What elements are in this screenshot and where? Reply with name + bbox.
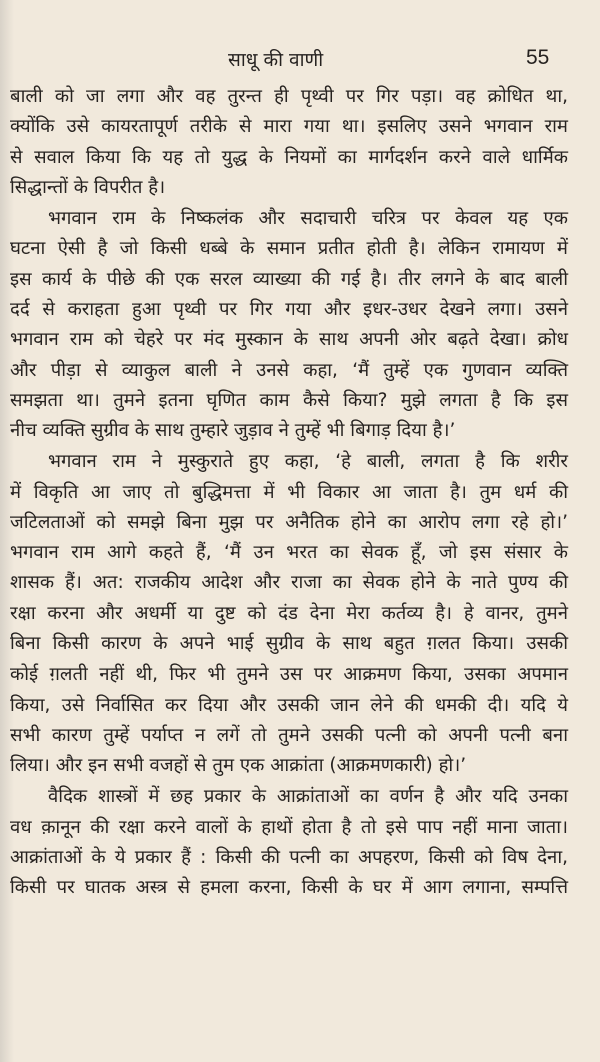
text-line: भगवान राम आगे कहते हैं, ‘मैं उन भरत का सेवक हूँ, जो इस संसार के: [10, 542, 568, 563]
text-line: से सवाल किया कि यह तो युद्ध के नियमों का मार्गदर्शन करने वाले धार्मिक: [10, 147, 568, 168]
text-line: वध क़ानून की रक्षा करने वालों के हाथों होता है तो इसे पाप नहीं माना जाता।: [10, 817, 568, 838]
text-line: बिना किसी कारण के अपने भाई सुग्रीव के साथ बहुत ग़लत किया। उसकी: [10, 633, 568, 654]
text-line: भगवान राम को चेहरे पर मंद मुस्कान के साथ अपनी ओर बढ़ते देखा। क्रोध: [10, 329, 568, 350]
text-line: किया, उसे निर्वासित कर दिया और उसकी जान लेने की धमकी दी। यदि ये: [10, 695, 568, 716]
text-line: में विकृति आ जाए तो बुद्धिमत्ता में भी विकार आ जाता है। तुम धर्म की: [10, 482, 568, 503]
text-line: किसी पर घातक अस्त्र से हमला करना, किसी के घर में आग लगाना, सम्पत्ति: [10, 877, 568, 898]
text-line: शासक हैं। अत: राजकीय आदेश और राजा का सेवक होने के नाते पुण्य की: [10, 572, 568, 593]
text-line: जटिलताओं को समझे बिना मुझ पर अनैतिक होने का आरोप लगा रहे हो।’: [10, 512, 568, 533]
text-line: नीच व्यक्ति सुग्रीव के साथ तुम्हारे जुड़ाव ने तुम्हें भी बिगाड़ दिया है।’: [10, 420, 456, 441]
text-line: दर्द से कराहता हुआ पृथ्वी पर गिर गया और इधर-उधर देखने लगा। उसने: [10, 299, 568, 320]
page-number: 55: [526, 46, 550, 69]
text-line: सभी कारण तुम्हें पर्याप्त न लगें तो तुमने उसकी पत्नी को अपनी पत्नी बना: [10, 725, 568, 746]
text-line: सिद्धान्तों के विपरीत है।: [10, 177, 166, 198]
text-line: रक्षा करना और अधर्मी या दुष्ट को दंड देना मेरा कर्तव्य है। हे वानर, तुमने: [10, 603, 568, 624]
text-line: भगवान राम ने मुस्कुराते हुए कहा, ‘हे बाली, लगता है कि शरीर: [48, 451, 568, 472]
text-line: भगवान राम के निष्कलंक और सदाचारी चरित्र पर केवल यह एक: [48, 208, 568, 229]
text-line: घटना ऐसी है जो किसी धब्बे के समान प्रतीत होती है। लेकिन रामायण में: [10, 238, 568, 259]
text-line: बाली को जा लगा और वह तुरन्त ही पृथ्वी पर गिर पड़ा। वह क्रोधित था,: [10, 86, 568, 107]
text-line: समझता था। तुमने इतना घृणित काम कैसे किया? मुझे लगता है कि इस: [10, 390, 568, 411]
running-header: [0, 46, 600, 78]
text-line: इस कार्य के पीछे की एक सरल व्याख्या की गई है। तीर लगने के बाद बाली: [10, 269, 568, 290]
text-line: वैदिक शास्त्रों में छह प्रकार के आक्रांताओं का वर्णन है और यदि उनका: [48, 786, 568, 807]
chapter-title: साधू की वाणी: [228, 49, 324, 71]
text-line: क्योंकि उसे कायरतापूर्ण तरीके से मारा गया था। इसलिए उसने भगवान राम: [10, 116, 568, 137]
text-line: लिया। और इन सभी वजहों से तुम एक आक्रांता (आक्रमणकारी) हो।’: [10, 755, 467, 776]
text-line: आक्रांताओं के ये प्रकार हैं : किसी की पत्नी का अपहरण, किसी को विष देना,: [10, 847, 568, 868]
text-line: कोई ग़लती नहीं थी, फिर भी तुमने उस पर आक्रमण किया, उसका अपमान: [10, 664, 568, 685]
text-line: और पीड़ा से व्याकुल बाली ने उनसे कहा, ‘मैं तुम्हें एक गुणवान व्यक्ति: [10, 360, 568, 381]
